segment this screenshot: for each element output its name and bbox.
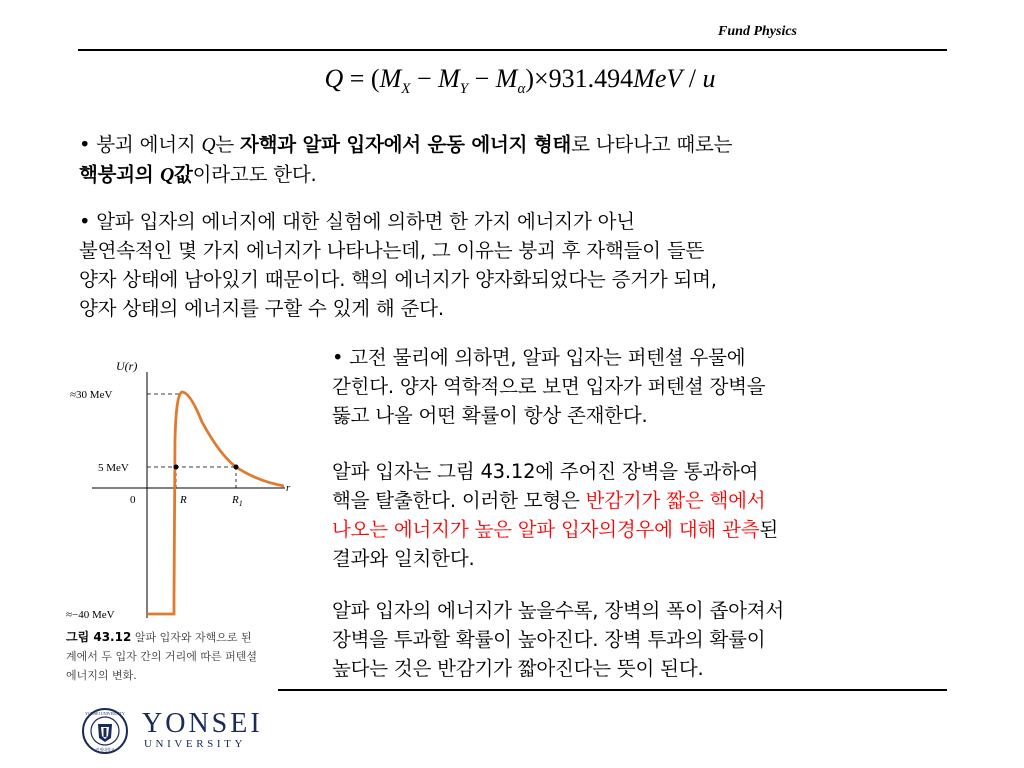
y-axis-label: U(r) <box>116 359 138 373</box>
paragraph-tunneling <box>332 457 952 573</box>
p4-line-3-text: 된 <box>759 518 779 541</box>
paragraph-decay-energy <box>79 130 959 190</box>
p2-line: 불연속적인 몇 가지 에너지가 나타나는데, 그 이유는 붕괴 후 자핵들이 들뜬 <box>79 239 705 262</box>
p1-bullet: • 붕괴 에너지 <box>79 133 202 156</box>
potential-curve <box>147 392 284 614</box>
p1-mid: 는 <box>215 133 241 156</box>
p1-q-symbol-2: Q <box>160 165 175 186</box>
p1-q-symbol: Q <box>201 135 216 156</box>
p5-line: 알파 입자의 에너지가 높을수록, 장벽의 폭이 좁아져서 <box>332 599 785 622</box>
bottom-rule <box>278 689 947 691</box>
label-5mev: 5 MeV <box>98 462 129 474</box>
point-r <box>174 465 179 470</box>
logo-subtitle: UNIVERSITY <box>144 738 246 750</box>
p4-red-phrase-2: 나오는 에너지가 높은 알파 입자의경우에 대해 관측 <box>332 518 760 541</box>
p2-line: • 알파 입자의 에너지에 대한 실험에 의하면 한 가지 에너지가 아닌 <box>79 210 635 233</box>
p3-line: • 고전 물리에 의하면, 알파 입자는 퍼텐셜 우물에 <box>332 346 746 369</box>
caption-text-2: 계에서 두 입자 간의 거리에 따른 퍼텐셜 <box>66 650 257 663</box>
caption-number: 그림 43.12 <box>66 630 132 644</box>
q-value-formula: $Q = (M_X - M_Y - M_\alpha)\times 931.494MeV / u$ <box>324 64 716 98</box>
x-axis-label: r <box>286 482 291 494</box>
p1-bold-value: 값 <box>174 163 193 186</box>
p1-rest: 로 나타나고 때로는 <box>571 133 733 156</box>
label-r: R <box>180 494 187 506</box>
p3-line: 갇힌다. 양자 역학적으로 보면 입자가 퍼텐셜 장벽을 <box>332 375 766 398</box>
p1-bold-phrase: 자핵과 알파 입자에서 운동 에너지 형태 <box>240 133 572 156</box>
p4-line-2-text: 핵을 탈출한다. 이러한 모형은 <box>332 489 586 512</box>
p4-line-1: 알파 입자는 그림 43.12에 주어진 장벽을 통과하여 <box>332 460 759 483</box>
logo-name: YONSEI <box>142 708 263 739</box>
top-rule <box>78 49 947 51</box>
figure-caption <box>66 628 281 685</box>
emblem-korean: 연세대학교 <box>95 747 115 752</box>
point-r1 <box>234 465 239 470</box>
paragraph-alpha-energy <box>79 207 959 323</box>
course-header: Fund Physics <box>718 24 797 39</box>
p4-red-phrase-1: 반감기가 짧은 핵에서 <box>585 489 766 512</box>
p2-line: 양자 상태에 남아있기 때문이다. 핵의 에너지가 양자화되었다는 증거가 되며, <box>79 268 717 291</box>
p1-rest-2: 이라고도 한다. <box>192 163 317 186</box>
label-r1: $R_1$ <box>232 494 243 508</box>
caption-text-1: 알파 입자와 자핵으로 된 <box>131 631 252 644</box>
p3-line: 뚫고 나올 어떤 확률이 항상 존재한다. <box>332 404 648 427</box>
label-30mev: ≈30 MeV <box>70 389 113 401</box>
p2-line: 양자 상태의 에너지를 구할 수 있게 해 준다. <box>79 297 444 320</box>
yonsei-logo <box>82 708 272 756</box>
p5-line: 높다는 것은 반감기가 짧아진다는 뜻이 된다. <box>332 657 704 680</box>
emblem-text: YONSEI UNIVERSITY <box>85 711 125 716</box>
p5-line: 장벽을 투과할 확률이 높아진다. 장벽 투과의 확률이 <box>332 628 766 651</box>
yonsei-emblem-icon <box>82 708 128 754</box>
p1-bold-term: 핵붕괴의 <box>79 163 161 186</box>
paragraph-classical <box>332 343 952 430</box>
label-zero: 0 <box>130 494 136 506</box>
p4-line-4: 결과와 일치한다. <box>332 547 475 570</box>
label-neg40mev: ≈−40 MeV <box>66 609 115 621</box>
paragraph-barrier-width <box>332 596 952 683</box>
caption-text-3: 에너지의 변화. <box>66 669 137 682</box>
